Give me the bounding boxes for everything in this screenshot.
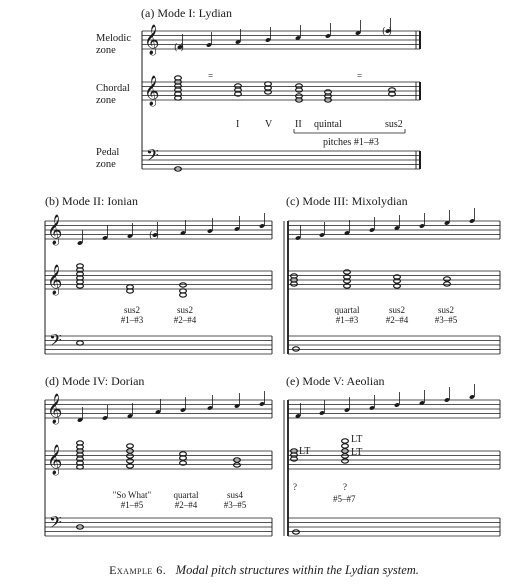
chord-note xyxy=(444,277,451,281)
treble-clef: 𝄞 xyxy=(47,394,63,424)
melodic-zone-label: Melodic zone xyxy=(96,33,131,56)
chord-note xyxy=(127,444,134,448)
caption-text: Modal pitch structures within the Lydian system. xyxy=(175,563,419,577)
caption-label: Example 6. xyxy=(109,563,167,577)
equals-mark: = xyxy=(357,71,363,81)
question-mark: ? xyxy=(293,482,297,492)
pedal-note xyxy=(293,347,300,351)
bass-clef: 𝄢 xyxy=(49,330,62,354)
chord-note xyxy=(342,459,349,463)
section-a-title: (a) Mode I: Lydian xyxy=(141,6,232,20)
bass-clef: 𝄢 xyxy=(146,145,159,169)
chord-note xyxy=(342,439,349,443)
chord-annotation: sus2 #2–#4 xyxy=(385,305,409,325)
leading-tone-label: LT xyxy=(351,434,363,445)
treble-clef: 𝄞 xyxy=(144,76,160,106)
parenthesis: ( ) xyxy=(382,27,392,37)
chord-note xyxy=(344,270,351,274)
section-e-title: (e) Mode V: Aeolian xyxy=(286,374,385,388)
chord-note xyxy=(444,282,451,286)
treble-clef: 𝄞 xyxy=(47,215,63,245)
pedal-zone-label: Pedal zone xyxy=(96,147,120,170)
leading-tone-label: LT xyxy=(351,447,363,458)
parenthesis: ( ) xyxy=(149,231,159,241)
section-c-title: (c) Mode III: Mixolydian xyxy=(286,194,408,208)
roman-numeral: II xyxy=(295,119,302,130)
pedal-note xyxy=(77,341,84,345)
chord-annotation: sus2 #3–#5 xyxy=(434,305,458,325)
chord-annotation: "So What" #1–#5 xyxy=(112,490,152,510)
section-b-title: (b) Mode II: Ionian xyxy=(45,194,138,208)
roman-numeral: V xyxy=(265,119,273,130)
section-d-title: (d) Mode IV: Dorian xyxy=(45,374,145,388)
chord-note xyxy=(342,454,349,458)
chord-annotation: sus4 #3–#5 xyxy=(223,490,247,510)
roman-numeral: I xyxy=(236,119,240,130)
parenthesis: ( ) xyxy=(174,43,184,53)
treble-clef: 𝄞 xyxy=(47,445,63,475)
chord-annotation: quartal #1–#3 xyxy=(334,305,360,325)
treble-clef: 𝄞 xyxy=(144,25,160,55)
chord-note xyxy=(127,459,134,463)
chord-note xyxy=(180,283,187,287)
leading-tone-label: LT xyxy=(299,446,311,457)
chord-note xyxy=(127,454,134,458)
quintal-label: quintal xyxy=(314,119,342,130)
chord-annotation: quartal #2–#4 xyxy=(173,490,199,510)
chordal-zone-label: Chordal zone xyxy=(96,83,130,106)
chord-annotation: sus2 #1–#3 xyxy=(120,305,144,325)
chord-annotation: sus2 #2–#4 xyxy=(173,305,197,325)
sus2-label: sus2 xyxy=(385,119,403,130)
pitches-range-label: pitches #1–#3 xyxy=(323,137,379,148)
range-label: #5–#7 xyxy=(333,494,356,504)
chord-note xyxy=(234,463,241,467)
treble-clef: 𝄞 xyxy=(47,265,63,295)
chord-note xyxy=(342,444,349,448)
question-mark: ? xyxy=(343,482,347,492)
equals-mark: = xyxy=(208,71,214,81)
pedal-note xyxy=(293,530,300,534)
figure-caption xyxy=(0,563,528,578)
bass-clef: 𝄢 xyxy=(49,512,62,536)
